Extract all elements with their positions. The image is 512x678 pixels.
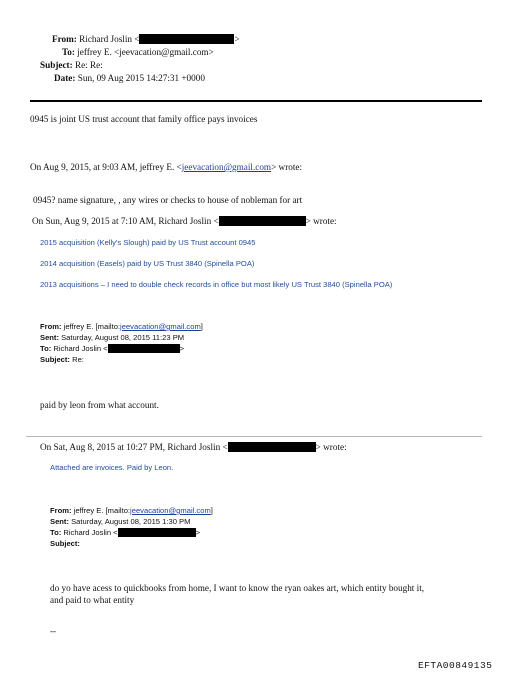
header-to-value: jeffrey E. <jeevacation@gmail.com> bbox=[77, 47, 214, 57]
forward-from-label: From: bbox=[50, 506, 72, 515]
forward-to-label: To: bbox=[40, 344, 52, 353]
email-link[interactable]: jeevacation@gmail.com bbox=[130, 506, 211, 515]
header-from-value: Richard Joslin < bbox=[79, 34, 140, 44]
forward-sent-value: Saturday, August 08, 2015 1:30 PM bbox=[68, 517, 191, 526]
message-text: 0945 is joint US trust account that family office pays invoices bbox=[30, 114, 258, 124]
quote-header-suffix: > wrote: bbox=[305, 216, 337, 226]
header-date-row bbox=[54, 73, 205, 83]
redaction-bar bbox=[118, 528, 196, 537]
message-text: and paid to what entity bbox=[50, 595, 135, 605]
header-date-value: Sun, 09 Aug 2015 14:27:31 +0000 bbox=[77, 73, 205, 83]
attached-note: Attached are invoices. Paid by Leon. bbox=[50, 463, 174, 472]
forward-to-value: Richard Joslin < bbox=[51, 344, 108, 353]
forward-from-close: ] bbox=[200, 322, 203, 331]
forward-from-row bbox=[40, 322, 203, 331]
quote-header-prefix: On Sat, Aug 8, 2015 at 10:27 PM, Richard Joslin < bbox=[40, 442, 228, 452]
message-text: 0945? name signature, , any wires or checks to house of nobleman for art bbox=[33, 195, 303, 205]
email-link[interactable]: jeevacation@gmail.com bbox=[181, 162, 272, 172]
header-divider bbox=[30, 100, 482, 102]
forward-sent-label: Sent: bbox=[40, 333, 59, 342]
forward-from-label: From: bbox=[40, 322, 62, 331]
header-from-row bbox=[52, 34, 240, 44]
forward-sent-label: Sent: bbox=[50, 517, 69, 526]
forward-to-label: To: bbox=[50, 528, 62, 537]
header-subject-label: Subject: bbox=[40, 60, 73, 70]
redaction-bar bbox=[228, 442, 316, 452]
forward-to-close: > bbox=[179, 344, 185, 353]
header-to-label: To: bbox=[62, 47, 75, 57]
quote-header-suffix: > wrote: bbox=[271, 162, 303, 172]
forward-sent-value: Saturday, August 08, 2015 11:23 PM bbox=[58, 333, 185, 342]
forward-subject-row bbox=[40, 355, 84, 364]
acquisition-line: 2014 acquisition (Easels) paid by US Trust 3840 (Spinella POA) bbox=[40, 259, 255, 268]
redaction-bar bbox=[108, 344, 180, 353]
forward-to-row bbox=[40, 344, 184, 353]
forward-from-row bbox=[50, 506, 213, 515]
acquisition-line: 2013 acquisitions – I need to double check records in office but most likely US Trust 3840 (Spinella POA) bbox=[40, 280, 393, 289]
quote-header bbox=[30, 162, 302, 172]
quote-header bbox=[32, 216, 337, 226]
header-subject-value: Re: Re: bbox=[74, 60, 103, 70]
forward-from-value: jeffrey E. [mailto: bbox=[71, 506, 131, 515]
header-subject-row bbox=[40, 60, 103, 70]
header-from-label: From: bbox=[52, 34, 77, 44]
message-text: paid by leon from what account. bbox=[40, 400, 159, 410]
redaction-bar bbox=[139, 34, 234, 44]
forward-subject-label: Subject: bbox=[50, 539, 80, 548]
header-to-row bbox=[62, 47, 214, 57]
header-date-label: Date: bbox=[54, 73, 76, 83]
quote-divider bbox=[26, 436, 482, 437]
forward-subject-value: Re: bbox=[69, 355, 84, 364]
quote-header bbox=[40, 442, 347, 452]
quote-header-prefix: On Sun, Aug 9, 2015 at 7:10 AM, Richard Joslin < bbox=[32, 216, 219, 226]
forward-to-close: > bbox=[195, 528, 201, 537]
forward-to-value: Richard Joslin < bbox=[61, 528, 118, 537]
signature: -- bbox=[50, 626, 57, 636]
quote-header-suffix: > wrote: bbox=[315, 442, 347, 452]
forward-from-close: ] bbox=[210, 506, 213, 515]
email-link[interactable]: jeevacation@gmail.com bbox=[120, 322, 201, 331]
forward-to-row bbox=[50, 528, 200, 537]
forward-sent-row bbox=[50, 517, 190, 526]
document-id: EFTA00849135 bbox=[418, 660, 493, 671]
forward-sent-row bbox=[40, 333, 184, 342]
header-from-close: > bbox=[234, 34, 240, 44]
redaction-bar bbox=[219, 216, 306, 226]
message-text: do yo have acess to quickbooks from home, I want to know the ryan oakes art, which entity bought it, bbox=[50, 583, 425, 593]
quote-header-prefix: On Aug 9, 2015, at 9:03 AM, jeffrey E. < bbox=[30, 162, 182, 172]
forward-subject-row bbox=[50, 539, 80, 548]
acquisition-line: 2015 acquisition (Kelly's Slough) paid by US Trust account 0945 bbox=[40, 238, 256, 247]
forward-subject-label: Subject: bbox=[40, 355, 70, 364]
forward-from-value: jeffrey E. [mailto: bbox=[61, 322, 121, 331]
